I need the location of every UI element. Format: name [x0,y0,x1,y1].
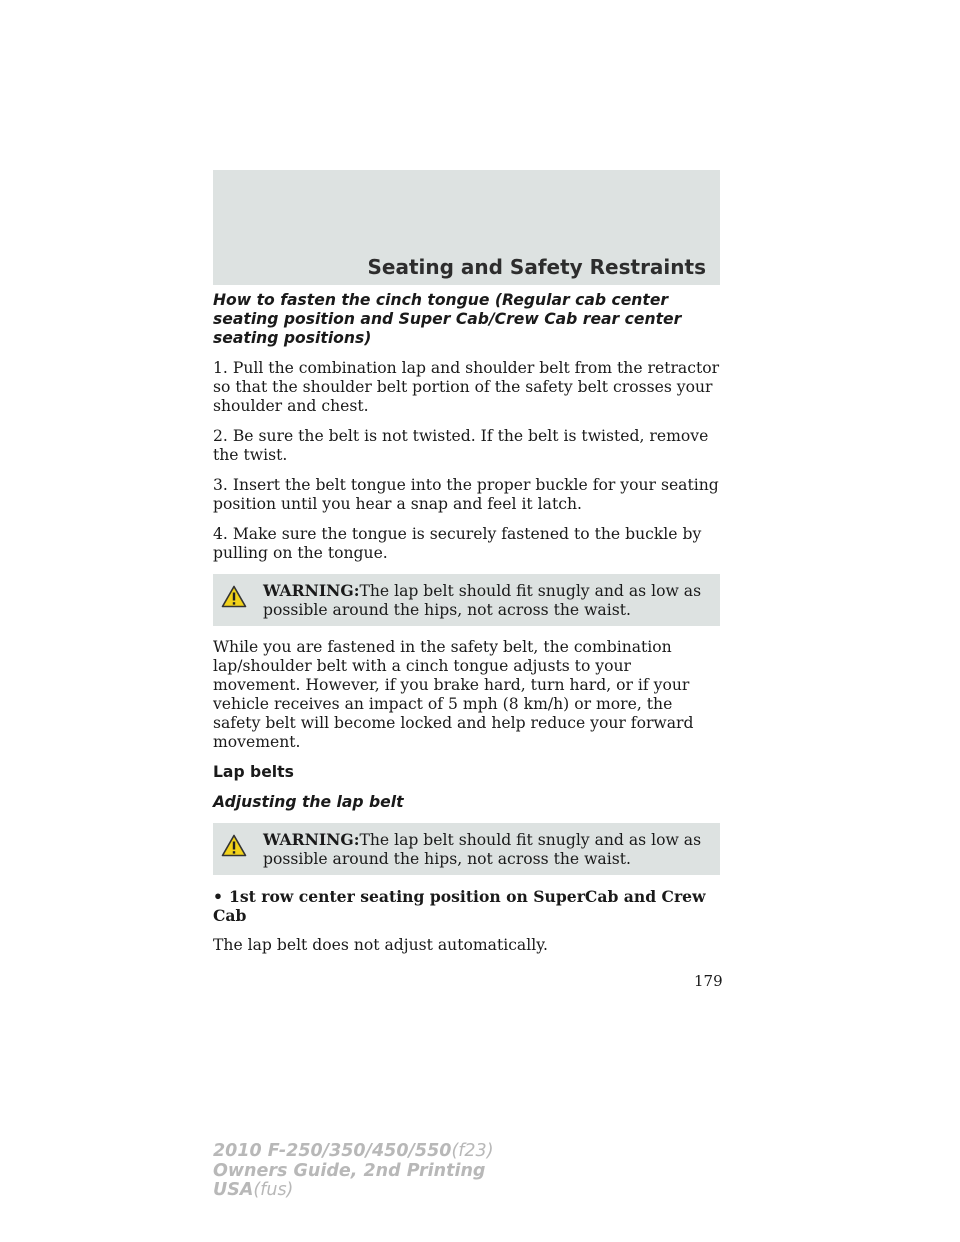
footer-code: (f23) [451,1141,494,1161]
warning-triangle-icon [221,581,263,613]
lap-belts-heading: Lap belts [213,763,294,781]
footer-region-code: (fus) [253,1180,294,1200]
page-content [213,291,720,966]
warning-label: WARNING: [263,830,360,849]
adjusting-lap-belt-heading: Adjusting the lap belt [213,793,404,811]
page-number: 179 [694,972,723,990]
warning-box-cinch [213,574,720,626]
warning-triangle-icon [221,830,263,862]
warning-box-lap [213,823,720,875]
bullet-symbol: • [213,887,223,906]
section-header-box [213,170,720,285]
step-3: 3. Insert the belt tongue into the proper buckle for your seating position until you hear a snap and feel it latch. [213,476,719,513]
footer-printing-info [213,1142,494,1201]
footer-region: USA [213,1180,254,1200]
warning-text: The lap belt should fit snugly and as low as possible around the hips, not across the waist. [263,582,702,619]
step-1: 1. Pull the combination lap and shoulder belt from the retractor so that the shoulder belt portion of the safety belt crosses your shoulder and chest. [213,359,720,415]
bullet-item [213,887,720,925]
warning-text: The lap belt should fit snugly and as low as possible around the hips, not across the waist. [263,831,702,868]
step-4: 4. Make sure the tongue is securely fastened to the buckle by pulling on the tongue. [213,525,702,562]
footer-edition: Owners Guide, 2nd Printing [213,1160,486,1181]
step-2: 2. Be sure the belt is not twisted. If the belt is twisted, remove the twist. [213,427,709,464]
section-title: Seating and Safety Restraints [367,255,706,279]
lap-paragraph: The lap belt does not adjust automatically. [213,936,548,954]
bullet-text: 1st row center seating position on SuperCab and Crew Cab [213,887,706,925]
warning-label: WARNING: [263,581,360,600]
cinch-paragraph: While you are fastened in the safety belt, the combination lap/shoulder belt with a cinch tongue adjusts to your movement. However, if you brake hard, turn hard, or if your vehicle receives an impact of 5 mph (8 km/h) or more, the safety belt will become locked and help reduce your forward movement. [213,638,694,751]
footer-model: 2010 F-250/350/450/550 [213,1141,452,1161]
cinch-heading: How to fasten the cinch tongue (Regular cab center seating position and Super Cab/Crew Cab rear center seating positions) [213,291,682,347]
